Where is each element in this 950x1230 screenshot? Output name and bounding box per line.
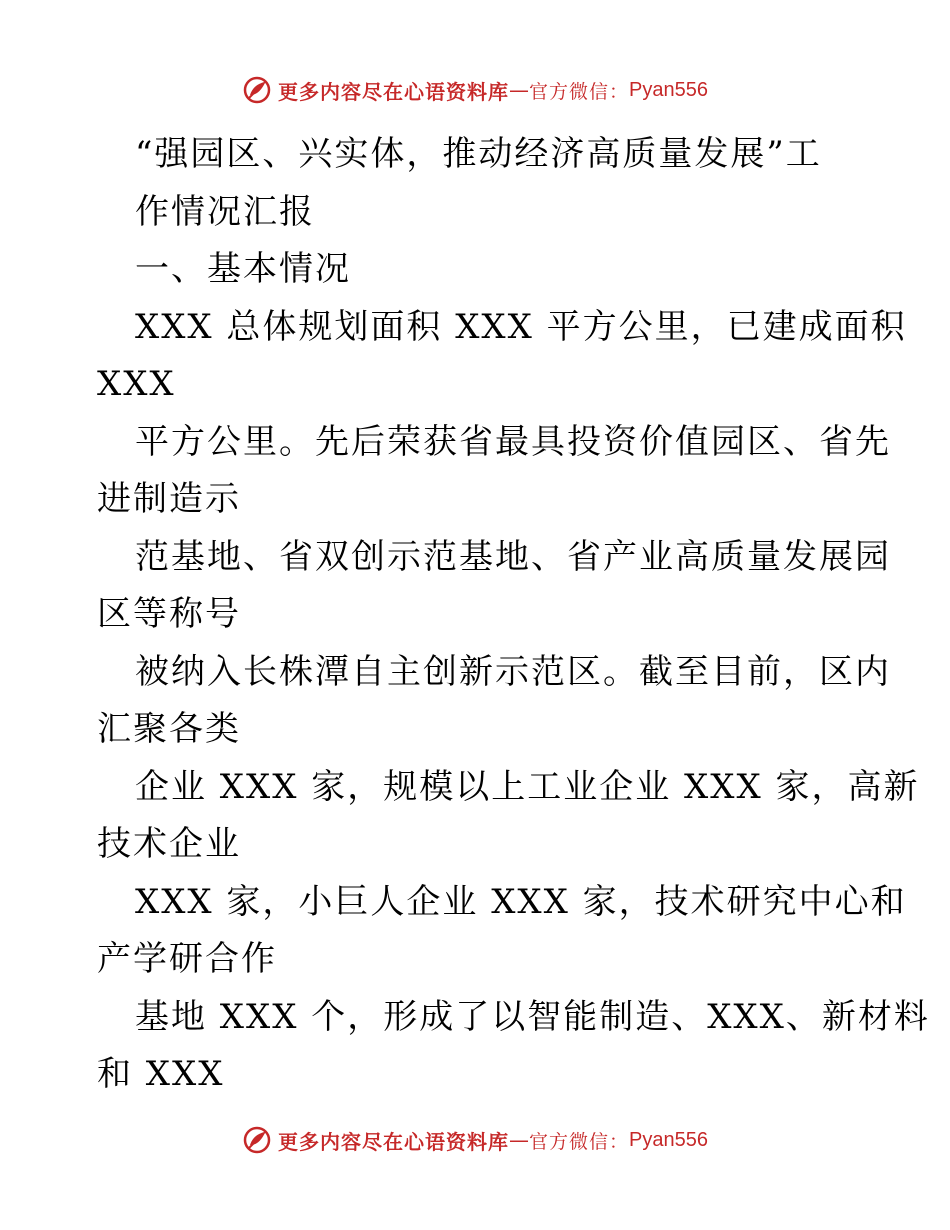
paragraph-line: XXX xyxy=(97,364,176,404)
watermark-brand-text: 更多内容尽在心语资料库 xyxy=(278,79,509,104)
paragraph-line: 范基地、省双创示范基地、省产业高质量发展园 xyxy=(135,536,891,577)
watermark-separator: — xyxy=(509,1128,529,1152)
section-heading: 一、基本情况 xyxy=(135,249,351,289)
document-title-line-1: “强园区、兴实体，推动经济高质量发展”工 xyxy=(135,134,822,174)
watermark-wechat-label: 官方微信： xyxy=(529,1130,630,1153)
watermark-footer xyxy=(0,1120,950,1160)
document-body xyxy=(97,126,930,1104)
paragraph-line: 进制造示 xyxy=(97,479,241,519)
paragraph-line: 产学研合作 xyxy=(97,939,277,979)
watermark-handle: Pyan556 xyxy=(629,1128,708,1151)
watermark-header xyxy=(0,70,950,110)
watermark-brand-text: 更多内容尽在心语资料库 xyxy=(278,1129,509,1154)
leaf-swirl-logo-icon xyxy=(242,75,272,105)
paragraph-line: 平方公里。先后荣获省最具投资价值园区、省先 xyxy=(135,421,891,462)
leaf-swirl-logo-icon xyxy=(242,1125,272,1155)
paragraph-line: 基地 XXX 个，形成了以智能制造、XXX、新材料 xyxy=(135,996,930,1037)
paragraph-line: 被纳入长株潭自主创新示范区。截至目前，区内 xyxy=(135,651,891,692)
watermark-wechat-label: 官方微信： xyxy=(529,80,630,103)
paragraph-line: 和 XXX xyxy=(97,1054,225,1094)
paragraph-line: XXX 家，小巨人企业 XXX 家，技术研究中心和 xyxy=(135,881,907,922)
watermark-separator: — xyxy=(509,78,529,102)
paragraph-line: 企业 XXX 家，规模以上工业企业 XXX 家，高新 xyxy=(135,766,920,807)
document-title-line-2: 作情况汇报 xyxy=(135,191,315,232)
paragraph-line: XXX 总体规划面积 XXX 平方公里，已建成面积 xyxy=(135,306,907,347)
paragraph-line: 汇聚各类 xyxy=(97,709,241,749)
paragraph-line: 技术企业 xyxy=(97,824,241,864)
paragraph-line: 区等称号 xyxy=(97,594,241,634)
watermark-handle: Pyan556 xyxy=(629,78,708,101)
